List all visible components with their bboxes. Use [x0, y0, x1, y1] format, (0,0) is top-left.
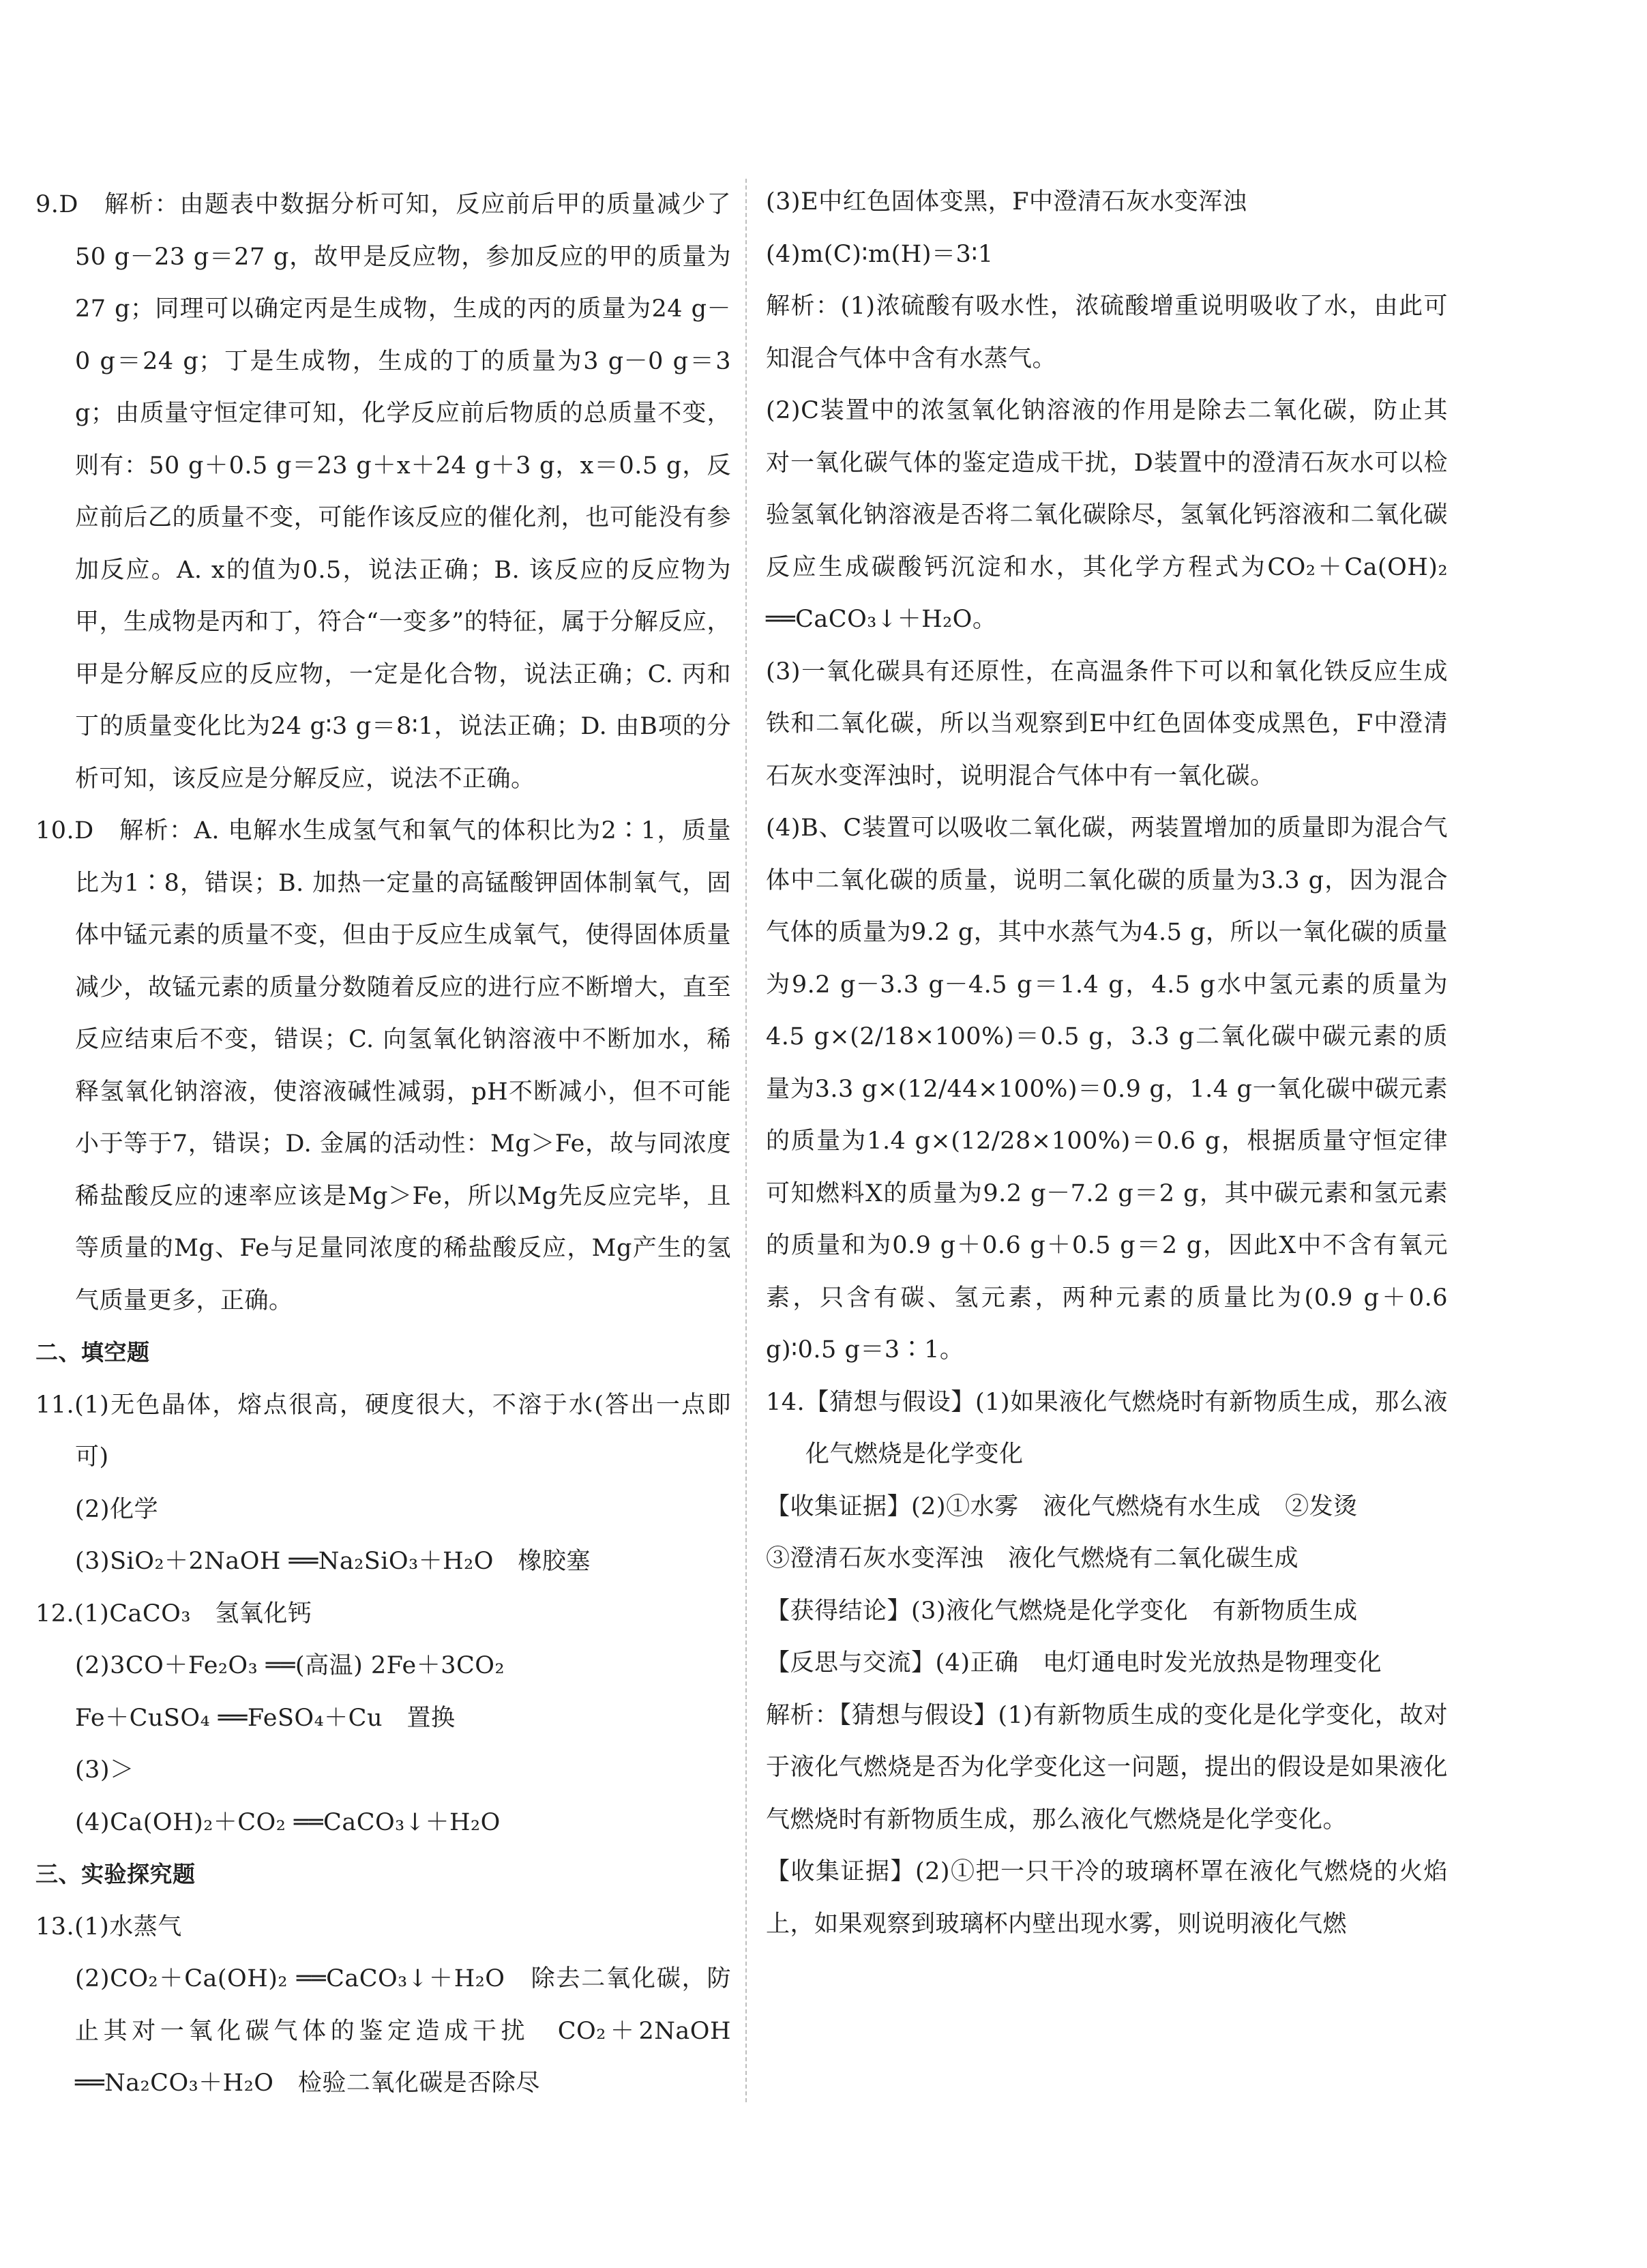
column-divider	[745, 179, 747, 2102]
paragraph-q12b: (2)3CO＋Fe₂O₃ ══(高温) 2Fe＋3CO₂	[75, 1652, 505, 1679]
paragraph-r2: (4)m(C)∶m(H)＝3∶1	[766, 240, 994, 268]
paragraph-r1: (3)E中红色固体变黑，F中澄清石灰水变浑浊	[766, 188, 1247, 216]
paragraph-r3: 解析：(1)浓硫酸有吸水性，浓硫酸增重说明吸收了水，由此可知混合气体中含有水蒸气。	[766, 293, 1448, 372]
paragraph-q12d: (3)＞	[75, 1756, 134, 1784]
paragraph-r12: 解析：【猜想与假设】(1)有新物质生成的变化是化学变化，故对于液化气燃烧是否为化学变化这一问题，提出的假设是如果液化气燃烧时有新物质生成，那么液化气燃烧是化学变化。	[766, 1701, 1448, 1833]
paragraph-r11: 【反思与交流】(4)正确 电灯通电时发光放热是物理变化	[766, 1649, 1382, 1677]
paragraph-q9: 9.D 解析：由题表中数据分析可知，反应前后甲的质量减少了50 g－23 g＝27 g，故甲是反应物，参加反应的甲的质量为27 g；同理可以确定丙是生成物，生成的丙的质量为24 g－0 g＝24 g；丁是生成物，生成的丁的质量为3 g－0 g＝3 g；由质量守恒定律可知，化学反应前后物质的总质量不变，则有：50 g＋0.5 g＝23 g＋x＋24 g＋3 g，x＝0.5 g，反应前后乙的质量不变，可能作该反应的催化剂，也可能没有参加反应。A. x的值为0.5，说法正确；B. 该反应的反应物为甲，生成物是丙和丁，符合“一变多”的特征，属于分解反应，甲是分解反应的反应物，一定是化合物，说法正确；C. 丙和丁的质量变化比为24 g∶3 g＝8∶1，说法正确；D. 由B项的分析可知，该反应是分解反应，说法不正确。	[35, 191, 731, 793]
paragraph-r6: (4)B、C装置可以吸收二氧化碳，两装置增加的质量即为混合气体中二氧化碳的质量，说明二氧化碳的质量为3.3 g，因为混合气体的质量为9.2 g，其中水蒸气为4.5 g，所以一氧化碳的质量为9.2 g－3.3 g－4.5 g＝1.4 g，4.5 g水中氢元素的质量为4.5 g×(2/18×100%)＝0.5 g，3.3 g二氧化碳中碳元素的质量为3.3 g×(12/44×100%)＝0.9 g，1.4 g一氧化碳中碳元素的质量为1.4 g×(12/28×100%)＝0.6 g，根据质量守恒定律可知燃料X的质量为9.2 g－7.2 g＝2 g，其中碳元素和氢元素的质量和为0.9 g＋0.6 g＋0.5 g＝2 g，因此X中不含有氧元素，只含有碳、氢元素，两种元素的质量比为(0.9 g＋0.6 g)∶0.5 g＝3∶1。	[766, 814, 1448, 1364]
left-column	[35, 179, 731, 2110]
paragraph-q10: 10.D 解析：A. 电解水生成氢气和氧气的体积比为2∶1，质量比为1∶8，错误；B. 加热一定量的高锰酸钾固体制氧气，固体中锰元素的质量不变，但由于反应生成氧气，使得固体质量减少，故锰元素的质量分数随着反应的进行应不断增大，直至反应结束后不变，错误；C. 向氢氧化钠溶液中不断加水，稀释氢氧化钠溶液，使溶液碱性减弱，pH不断减小，但不可能小于等于7，错误；D. 金属的活动性：Mg＞Fe，故与同浓度稀盐酸反应的速率应该是Mg＞Fe，所以Mg先反应完毕，且等质量的Mg、Fe与足量同浓度的稀盐酸反应，Mg产生的氢气质量更多，正确。	[35, 817, 731, 1314]
right-column	[766, 176, 1448, 1950]
paragraph-q12e: (4)Ca(OH)₂＋CO₂ ══CaCO₃↓＋H₂O	[75, 1808, 501, 1836]
paragraph-q11c: (3)SiO₂＋2NaOH ══Na₂SiO₃＋H₂O 橡胶塞	[75, 1548, 591, 1575]
paragraph-r8: 【收集证据】(2)①水雾 液化气燃烧有水生成 ②发烫	[766, 1492, 1358, 1520]
paragraph-sec2: 二、填空题	[35, 1339, 150, 1366]
paragraph-r5: (3)一氧化碳具有还原性，在高温条件下可以和氧化铁反应生成铁和二氧化碳，所以当观察到E中红色固体变成黑色，F中澄清石灰水变浑浊时，说明混合气体中有一氧化碳。	[766, 658, 1448, 790]
paragraph-r13: 【收集证据】(2)①把一只干冷的玻璃杯罩在液化气燃烧的火焰上，如果观察到玻璃杯内壁出现水雾，则说明液化气燃	[766, 1858, 1448, 1938]
paragraph-q11b: (2)化学	[75, 1495, 159, 1523]
paragraph-q12a: 12.(1)CaCO₃ 氢氧化钙	[35, 1600, 312, 1628]
paragraph-r10: 【获得结论】(3)液化气燃烧是化学变化 有新物质生成	[766, 1597, 1358, 1625]
paragraph-q11a: 11.(1)无色晶体，熔点很高，硬度很大，不溶于水(答出一点即可)	[35, 1391, 731, 1471]
paragraph-q13a: 13.(1)水蒸气	[35, 1913, 182, 1941]
paragraph-sec3: 三、实验探究题	[35, 1861, 196, 1887]
paragraph-r7: 14.【猜想与假设】(1)如果液化气燃烧时有新物质生成，那么液化气燃烧是化学变化	[766, 1388, 1448, 1468]
paragraph-r9: ③澄清石灰水变浑浊 液化气燃烧有二氧化碳生成	[766, 1545, 1299, 1572]
paragraph-q12c: Fe＋CuSO₄ ══FeSO₄＋Cu 置换	[75, 1704, 456, 1732]
paragraph-r4: (2)C装置中的浓氢氧化钠溶液的作用是除去二氧化碳，防止其对一氧化碳气体的鉴定造成干扰，D装置中的澄清石灰水可以检验氢氧化钠溶液是否将二氧化碳除尽，氢氧化钙溶液和二氧化碳反应生成碳酸钙沉淀和水，其化学方程式为CO₂＋Ca(OH)₂ ══CaCO₃↓＋H₂O。	[766, 397, 1448, 633]
paragraph-q13b: (2)CO₂＋Ca(OH)₂ ══CaCO₃↓＋H₂O 除去二氧化碳，防止其对一氧化碳气体的鉴定造成干扰 CO₂＋2NaOH ══Na₂CO₃＋H₂O 检验二氧化碳是否除尽	[75, 1965, 731, 2097]
